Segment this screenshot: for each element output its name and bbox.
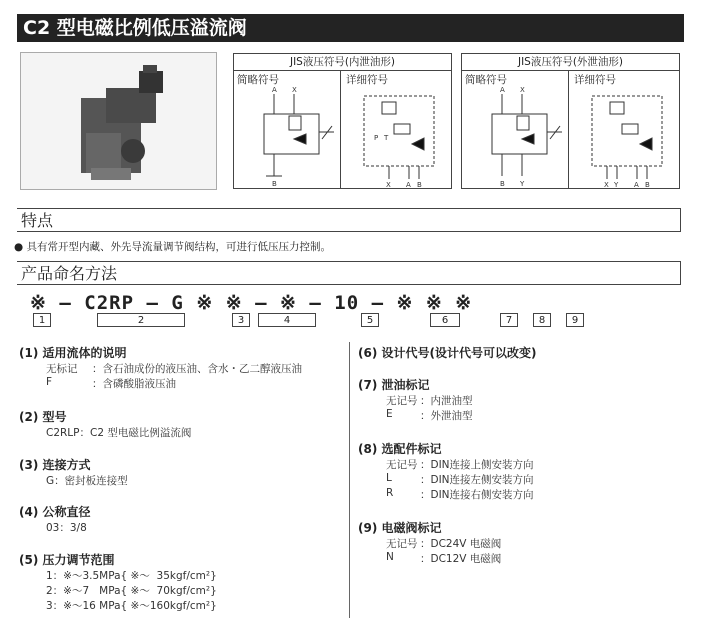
code-part: ※ — [425, 292, 443, 314]
code-box-1: 1 — [33, 313, 51, 327]
s9-value: ：DC12V 电磁阀 — [420, 553, 502, 565]
port-x2: X — [604, 181, 609, 188]
s1-key: F — [46, 376, 53, 388]
s5-line: 1：※～3.5MPa{ ※～ 35kgf/cm²} — [46, 570, 217, 582]
code-part: — — [371, 292, 385, 314]
model-code — [30, 292, 472, 314]
simple-symbol-label: 简略符号 — [237, 74, 279, 86]
jis-inner-header: JIS液压符号(内泄油形) — [234, 54, 451, 71]
code-box-9: 9 — [566, 313, 584, 327]
port-b2: B — [417, 181, 422, 188]
s9-value: ：DC24V 电磁阀 — [420, 538, 502, 550]
s4-heading: (4) 公称直径 — [19, 505, 91, 519]
code-part: 10 — [334, 292, 360, 314]
code-part: ※ — [455, 292, 473, 314]
s6-heading: (6) 设计代号(设计代号可以改变) — [358, 346, 537, 360]
feature-item: ● 具有常开型内藏、外先导流量调节阀结构，可进行低压压力控制。 — [14, 241, 331, 253]
port-y2: Y — [614, 181, 619, 188]
code-part: ※ — [30, 292, 47, 314]
code-part: — — [146, 292, 159, 314]
naming-heading: 产品命名方法 — [17, 261, 681, 285]
code-box-5: 5 — [361, 313, 379, 327]
hydraulic-symbol-diagram — [234, 84, 451, 188]
s1-heading: (1) 适用流体的说明 — [19, 346, 127, 360]
s5-line: 3：※～16 MPa{ ※～160kgf/cm²} — [46, 600, 217, 612]
port-t: T — [384, 134, 389, 142]
port-b2: B — [645, 181, 650, 188]
jis-outer-header: JIS液压符号(外泄油形) — [462, 54, 679, 71]
port-x: X — [292, 86, 297, 94]
code-part: C2RP — [84, 292, 135, 314]
code-box-3: 3 — [232, 313, 250, 327]
s8-key: 无记号 — [386, 459, 418, 471]
port-x: X — [520, 86, 525, 94]
detail-symbol-label: 详细符号 — [346, 74, 388, 86]
s7-key: E — [386, 408, 393, 420]
s1-value: ：含石油成份的液压油、含水・乙二醇液压油 — [92, 363, 302, 375]
features-heading: 特点 — [17, 208, 681, 232]
code-box-6: 6 — [430, 313, 460, 327]
code-part: — — [59, 292, 72, 314]
code-box-7: 7 — [500, 313, 518, 327]
s2-heading: (2) 型号 — [19, 410, 67, 424]
detail-symbol-label: 详细符号 — [574, 74, 616, 86]
code-part: ※ — [396, 292, 414, 314]
s1-value: ：含磷酸脂液压油 — [92, 378, 176, 390]
product-photo — [20, 52, 217, 190]
s1-key: 无标记 — [46, 363, 78, 375]
s7-heading: (7) 泄油标记 — [358, 378, 430, 392]
page-title: C2 型电磁比例低压溢流阀 — [17, 14, 684, 42]
s5-heading: (5) 压力调节范围 — [19, 553, 115, 567]
code-part: ※ — [196, 292, 214, 314]
port-a2: A — [406, 181, 411, 188]
port-x2: X — [386, 181, 391, 188]
hydraulic-symbol-diagram — [462, 84, 679, 188]
s3-heading: (3) 连接方式 — [19, 458, 91, 472]
code-part: ※ — [225, 292, 243, 314]
code-box-4: 4 — [258, 313, 316, 327]
code-part: G — [171, 292, 184, 314]
simple-symbol-label: 简略符号 — [465, 74, 507, 86]
code-part: — — [255, 292, 268, 314]
port-b: B — [272, 180, 277, 188]
s7-key: 无记号 — [386, 395, 418, 407]
s8-key: L — [386, 472, 392, 484]
code-box-2: 2 — [97, 313, 185, 327]
s5-line: 2：※～7 MPa{ ※～ 70kgf/cm²} — [46, 585, 217, 597]
port-a: A — [272, 86, 277, 94]
s3-line: G：密封板连接型 — [46, 475, 128, 487]
port-p: P — [374, 134, 379, 142]
jis-symbol-outer-drain — [461, 53, 680, 189]
s9-key: N — [386, 551, 394, 563]
s8-value: ：DIN连接左侧安装方向 — [420, 474, 534, 486]
port-a2: A — [634, 181, 639, 188]
s8-heading: (8) 选配件标记 — [358, 442, 442, 456]
s7-value: ：外泄油型 — [420, 410, 473, 422]
s9-heading: (9) 电磁阀标记 — [358, 521, 442, 535]
s8-key: R — [386, 487, 394, 499]
jis-symbol-inner-drain — [233, 53, 452, 189]
s8-value: ：DIN连接上侧安装方向 — [420, 459, 534, 471]
s2-line: C2RLP：C2 型电磁比例溢流阀 — [46, 427, 192, 439]
code-part: — — [309, 292, 322, 314]
column-divider — [349, 342, 350, 618]
s9-key: 无记号 — [386, 538, 418, 550]
port-b: B — [500, 180, 505, 188]
code-part: ※ — [279, 292, 297, 314]
port-y: Y — [520, 180, 525, 188]
s8-value: ：DIN连接右侧安装方向 — [420, 489, 534, 501]
s4-line: 03：3/8 — [46, 522, 87, 534]
valve-image — [21, 53, 216, 189]
code-box-8: 8 — [533, 313, 551, 327]
port-a: A — [500, 86, 505, 94]
s7-value: ：内泄油型 — [420, 395, 473, 407]
